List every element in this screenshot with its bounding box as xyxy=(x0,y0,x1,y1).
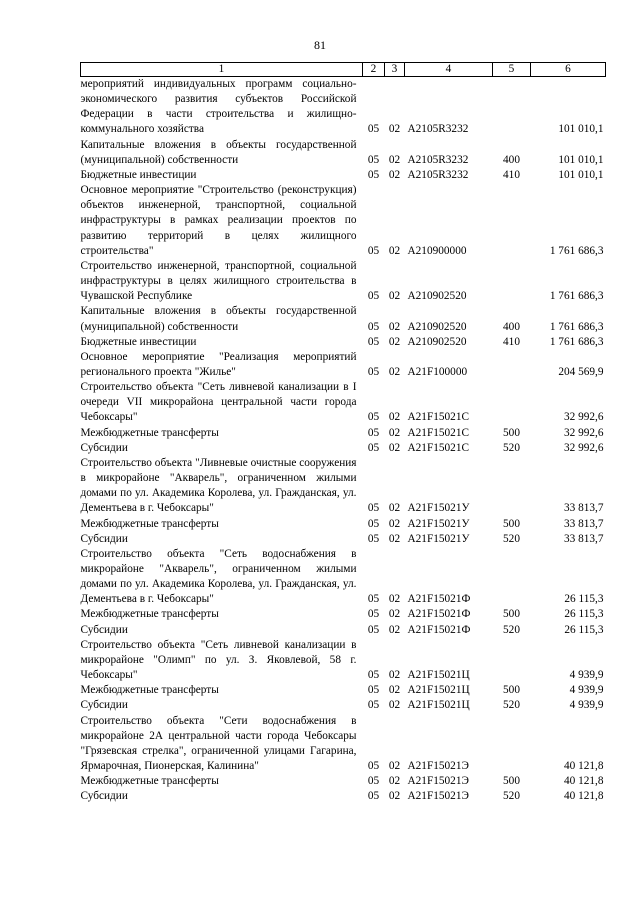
row-subsection: 02 xyxy=(388,502,401,515)
row-amount: 1 761 686,3 xyxy=(549,290,604,303)
row-amount: 101 010,1 xyxy=(558,153,604,166)
table-row xyxy=(81,426,606,441)
row-subsection: 02 xyxy=(388,123,401,136)
row-amount: 33 813,7 xyxy=(563,502,604,515)
row-name: мероприятий индивидуальных программ социально-экономического развития субъектов Российской Федерации в части строительства и жилищно-коммунального хозяйства xyxy=(80,78,357,136)
row-target-code: A21F15021Ф xyxy=(407,608,471,621)
budget-table xyxy=(80,62,606,805)
row-subsection: 02 xyxy=(388,532,401,545)
row-expense-type: 410 xyxy=(503,335,520,348)
row-expense-type: 500 xyxy=(503,775,520,788)
header-col-3: 3 xyxy=(385,63,405,77)
row-section: 05 xyxy=(367,608,380,621)
row-target-code: A21F15021Э xyxy=(407,760,469,773)
table-row xyxy=(81,441,606,456)
row-amount: 40 121,8 xyxy=(563,775,604,788)
row-section: 05 xyxy=(367,290,380,303)
row-expense-type xyxy=(493,183,531,259)
row-expense-type: 400 xyxy=(503,153,520,166)
row-subsection: 02 xyxy=(388,168,401,181)
row-name: Строительство объекта "Сеть ливневой канализации в микрорайоне "Олимп" по ул. З. Яковлевой, 58 г. Чебоксары" xyxy=(80,638,357,682)
table-row xyxy=(81,304,606,334)
table-row xyxy=(81,547,606,608)
row-expense-type: 500 xyxy=(503,517,520,530)
row-expense-type xyxy=(493,547,531,608)
row-name: Строительство объекта "Сеть водоснабжения в микрорайоне "Акварель", ограниченном жилыми домами по ул. Академика Королева, ул. Гражданская, ул. Дементьева в г. Чебоксары" xyxy=(80,547,357,606)
row-subsection: 02 xyxy=(388,760,401,773)
row-subsection: 02 xyxy=(388,517,401,530)
row-expense-type xyxy=(493,638,531,683)
row-target-code: A21F15021C xyxy=(407,441,470,454)
row-amount: 4 939,9 xyxy=(569,699,604,712)
row-name: Основное мероприятие "Реализация мероприятий регионального проекта "Жилье" xyxy=(80,350,357,378)
row-section: 05 xyxy=(367,532,380,545)
row-section: 05 xyxy=(367,335,380,348)
row-section: 05 xyxy=(367,502,380,515)
row-name: Межбюджетные трансферты xyxy=(80,426,219,439)
row-section: 05 xyxy=(367,593,380,606)
row-amount: 26 115,3 xyxy=(564,608,604,621)
header-col-5: 5 xyxy=(493,63,531,77)
row-expense-type xyxy=(493,259,531,304)
row-name: Строительство инженерной, транспортной, социальной инфраструктуры в целях жилищного строительства в Чувашской Республике xyxy=(80,259,357,303)
row-name: Субсидии xyxy=(80,699,128,712)
row-subsection: 02 xyxy=(388,608,401,621)
row-section: 05 xyxy=(367,684,380,697)
table-row xyxy=(81,77,606,138)
row-expense-type xyxy=(493,77,531,138)
table-row xyxy=(81,683,606,698)
row-subsection: 02 xyxy=(388,244,401,257)
row-expense-type: 520 xyxy=(503,623,520,636)
table-header-row xyxy=(81,63,606,77)
row-target-code: A21F15021Ф xyxy=(407,593,471,606)
row-subsection: 02 xyxy=(388,365,401,378)
row-subsection: 02 xyxy=(388,775,401,788)
table-row xyxy=(81,698,606,713)
row-section: 05 xyxy=(367,699,380,712)
row-name: Межбюджетные трансферты xyxy=(80,517,219,530)
row-amount: 32 992,6 xyxy=(563,441,604,454)
row-target-code: A21F15021У xyxy=(407,517,470,530)
row-amount: 32 992,6 xyxy=(563,426,604,439)
row-amount: 26 115,3 xyxy=(564,593,604,606)
table-row xyxy=(81,532,606,547)
row-name: Строительство объекта "Ливневые очистные сооружения в микрорайоне "Акварель", ограниченном жилыми домами по ул. Академика Королева, ул. Гражданская, ул. Дементьева в г. Чебоксары" xyxy=(80,456,357,515)
row-expense-type xyxy=(493,350,531,380)
row-target-code: A21F15021У xyxy=(407,502,470,515)
row-section: 05 xyxy=(367,153,380,166)
row-expense-type xyxy=(493,456,531,517)
table-row xyxy=(81,259,606,304)
row-subsection: 02 xyxy=(388,153,401,166)
row-target-code: A2105R3232 xyxy=(407,153,469,166)
row-subsection: 02 xyxy=(388,623,401,636)
row-amount: 101 010,1 xyxy=(558,168,604,181)
table-row xyxy=(81,607,606,622)
row-amount: 101 010,1 xyxy=(558,123,604,136)
row-expense-type: 410 xyxy=(503,168,520,181)
row-amount: 4 939,9 xyxy=(569,669,604,682)
row-target-code: A2105R3232 xyxy=(407,168,469,181)
row-section: 05 xyxy=(367,760,380,773)
table-row xyxy=(81,138,606,168)
row-target-code: A21F15021Ф xyxy=(407,623,471,636)
row-section: 05 xyxy=(367,411,380,424)
row-name: Субсидии xyxy=(80,441,128,454)
row-subsection: 02 xyxy=(388,426,401,439)
row-target-code: A210902520 xyxy=(407,320,467,333)
row-expense-type: 500 xyxy=(503,426,520,439)
row-name: Бюджетные инвестиции xyxy=(80,168,197,181)
row-section: 05 xyxy=(367,517,380,530)
row-section: 05 xyxy=(367,775,380,788)
row-expense-type: 500 xyxy=(503,684,520,697)
row-section: 05 xyxy=(367,123,380,136)
row-amount: 1 761 686,3 xyxy=(549,335,604,348)
row-subsection: 02 xyxy=(388,790,401,803)
row-amount: 33 813,7 xyxy=(563,532,604,545)
row-name: Межбюджетные трансферты xyxy=(80,775,219,788)
row-target-code: A21F15021Ц xyxy=(407,684,470,697)
table-row xyxy=(81,350,606,380)
row-subsection: 02 xyxy=(388,593,401,606)
row-expense-type: 500 xyxy=(503,608,520,621)
row-name: Межбюджетные трансферты xyxy=(80,684,219,697)
table-row xyxy=(81,335,606,350)
row-subsection: 02 xyxy=(388,320,401,333)
row-target-code: A21F100000 xyxy=(407,365,468,378)
row-expense-type: 520 xyxy=(503,532,520,545)
row-expense-type: 520 xyxy=(503,699,520,712)
row-section: 05 xyxy=(367,320,380,333)
row-subsection: 02 xyxy=(388,684,401,697)
row-subsection: 02 xyxy=(388,669,401,682)
row-target-code: A21F15021Ц xyxy=(407,669,470,682)
row-name: Капитальные вложения в объекты государственной (муниципальной) собственности xyxy=(80,138,357,166)
table-row xyxy=(81,183,606,259)
row-amount: 204 569,9 xyxy=(558,365,604,378)
row-target-code: A210902520 xyxy=(407,335,467,348)
row-section: 05 xyxy=(367,669,380,682)
row-name: Межбюджетные трансферты xyxy=(80,608,219,621)
header-col-1: 1 xyxy=(81,63,363,77)
row-expense-type: 400 xyxy=(503,320,520,333)
table-row xyxy=(81,380,606,425)
row-amount: 4 939,9 xyxy=(569,684,604,697)
row-name: Строительство объекта "Сеть ливневой канализации в I очереди VII микрорайона центральной части города Чебоксары" xyxy=(80,381,357,424)
row-section: 05 xyxy=(367,168,380,181)
header-col-2: 2 xyxy=(363,63,385,77)
row-target-code: A21F15021C xyxy=(407,411,470,424)
row-amount: 26 115,3 xyxy=(564,623,604,636)
row-amount: 1 761 686,3 xyxy=(549,244,604,257)
row-name: Капитальные вложения в объекты государственной (муниципальной) собственности xyxy=(80,305,357,333)
row-section: 05 xyxy=(367,426,380,439)
row-section: 05 xyxy=(367,244,380,257)
row-target-code: A21F15021C xyxy=(407,426,470,439)
row-expense-type xyxy=(493,380,531,425)
header-col-6: 6 xyxy=(531,63,606,77)
row-name: Субсидии xyxy=(80,790,128,803)
row-amount: 1 761 686,3 xyxy=(549,320,604,333)
row-target-code: A210900000 xyxy=(407,244,467,257)
row-expense-type: 520 xyxy=(503,790,520,803)
row-amount: 40 121,8 xyxy=(563,790,604,803)
row-subsection: 02 xyxy=(388,699,401,712)
row-expense-type xyxy=(493,714,531,775)
table-row xyxy=(81,456,606,517)
table-row xyxy=(81,774,606,789)
page-number: 81 xyxy=(314,38,326,52)
table-row xyxy=(81,714,606,775)
table-row xyxy=(81,623,606,638)
row-subsection: 02 xyxy=(388,290,401,303)
row-name: Субсидии xyxy=(80,532,128,545)
row-target-code: A21F15021Ц xyxy=(407,699,470,712)
row-target-code: A2105R3232 xyxy=(407,123,469,136)
table-row xyxy=(81,517,606,532)
row-expense-type: 520 xyxy=(503,441,520,454)
row-target-code: A21F15021У xyxy=(407,532,470,545)
row-subsection: 02 xyxy=(388,441,401,454)
row-section: 05 xyxy=(367,441,380,454)
row-amount: 33 813,7 xyxy=(563,517,604,530)
table-row xyxy=(81,168,606,183)
row-subsection: 02 xyxy=(388,411,401,424)
row-amount: 32 992,6 xyxy=(563,411,604,424)
table-row xyxy=(81,638,606,683)
row-name: Субсидии xyxy=(80,623,128,636)
row-section: 05 xyxy=(367,790,380,803)
row-target-code: A210902520 xyxy=(407,290,467,303)
row-target-code: A21F15021Э xyxy=(407,790,469,803)
table-row xyxy=(81,789,606,804)
row-name: Строительство объекта "Сети водоснабжения в микрорайоне 2А центральной части города Чебоксары "Грязевская стрелка", ограниченной улицами Гагарина, Ярмарочная, Пионерская, Калинина" xyxy=(80,714,357,773)
header-col-4: 4 xyxy=(405,63,493,77)
row-section: 05 xyxy=(367,623,380,636)
table-body xyxy=(81,77,606,805)
row-amount: 40 121,8 xyxy=(563,760,604,773)
row-target-code: A21F15021Э xyxy=(407,775,469,788)
row-subsection: 02 xyxy=(388,335,401,348)
row-name: Бюджетные инвестиции xyxy=(80,335,197,348)
row-section: 05 xyxy=(367,365,380,378)
row-name: Основное мероприятие "Строительство (реконструкция) объектов инженерной, транспортной, социальной инфраструктуры в рамках реализации проектов по развитию территорий в целях жилищного строительства" xyxy=(80,184,357,257)
